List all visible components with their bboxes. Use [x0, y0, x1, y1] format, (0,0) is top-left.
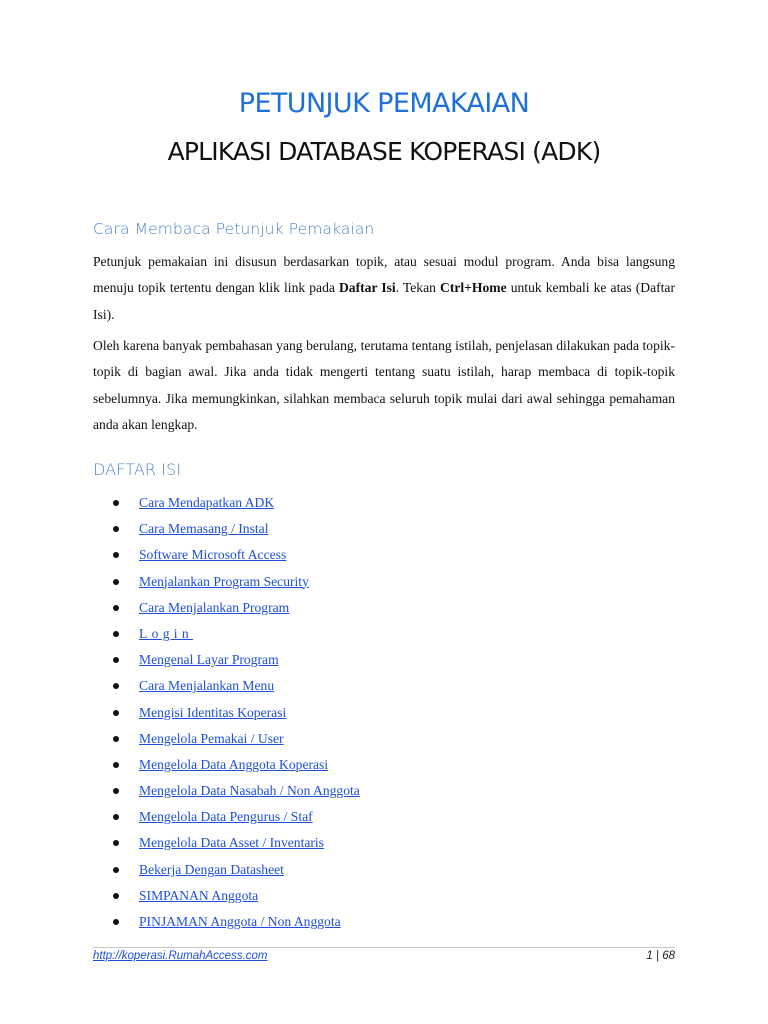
- bullet-icon: [113, 919, 119, 925]
- bullet-icon: [113, 788, 119, 794]
- daftar-isi-bold: Daftar Isi: [338, 280, 396, 296]
- toc-link-cara-memasang[interactable]: Cara Memasang / Instal: [139, 521, 269, 537]
- toc-item: [0, 673, 768, 699]
- toc-item: [0, 569, 768, 595]
- toc-link-login[interactable]: Login: [139, 625, 193, 641]
- toc-item: [0, 595, 768, 621]
- toc-link-simpanan[interactable]: SIMPANAN Anggota: [139, 887, 259, 903]
- toc-link-pinjaman[interactable]: PINJAMAN Anggota / Non Anggota: [139, 914, 341, 929]
- toc-link-data-pengurus[interactable]: Mengelola Data Pengurus / Staf: [139, 809, 313, 825]
- toc-link-mengenal-layar[interactable]: Mengenal Layar Program: [139, 652, 279, 668]
- document-title: PETUNJUK PEMAKAIAN: [238, 88, 530, 119]
- toc-item: [0, 516, 768, 542]
- toc-link-cara-menjalankan-menu[interactable]: Cara Menjalankan Menu: [139, 678, 275, 694]
- ctrl-home-bold: Ctrl+Home: [440, 280, 507, 296]
- section-heading-howto: Cara Membaca Petunjuk Pemakaian: [93, 220, 375, 238]
- intro-paragraph: Petunjuk pemakaian ini disusun berdasarkan topik, atau sesuai modul program. Anda bisa langsung menuju topik tertentu dengan klik link pada Daftar Isi. Tekan Ctrl+Home untuk kembali ke atas (Daftar Isi).: [93, 254, 675, 322]
- toc-link-cara-menjalankan-program[interactable]: Cara Menjalankan Program: [139, 599, 290, 615]
- toc-item: [0, 647, 768, 673]
- toc-item: [0, 726, 768, 752]
- toc-item: [0, 883, 768, 909]
- page-number: 1 | 68: [646, 950, 675, 962]
- toc-item: [0, 909, 768, 935]
- bullet-icon: [113, 683, 119, 689]
- toc-item: [0, 804, 768, 830]
- bullet-icon: [113, 605, 119, 611]
- toc-link-program-security[interactable]: Menjalankan Program Security: [139, 573, 309, 589]
- toc-item: [0, 542, 768, 568]
- bullet-icon: [113, 657, 119, 663]
- bullet-icon: [113, 526, 119, 532]
- toc-link-cara-mendapatkan-adk[interactable]: Cara Mendapatkan ADK: [139, 495, 275, 510]
- bullet-icon: [113, 631, 119, 637]
- toc-item: [0, 700, 768, 726]
- toc-item: [0, 857, 768, 883]
- table-of-contents: [0, 490, 768, 935]
- toc-item: [0, 778, 768, 804]
- toc-item: [0, 490, 768, 516]
- bullet-icon: [113, 867, 119, 873]
- explanation-paragraph: Oleh karena banyak pembahasan yang berulang, terutama tentang istilah, penjelasan dilakukan pada topik-topik di bagian awal. Jika anda tidak mengerti tentang suatu istilah, harap membaca di topik-topik sebelumnya. Jika memungkinkan, silahkan membaca seluruh topik mulai dari awal sehingga pemahaman anda akan lengkap.: [93, 338, 675, 432]
- toc-link-identitas-koperasi[interactable]: Mengisi Identitas Koperasi: [139, 704, 287, 720]
- bullet-icon: [113, 552, 119, 558]
- toc-item: [0, 830, 768, 856]
- toc-link-data-anggota[interactable]: Mengelola Data Anggota Koperasi: [139, 756, 329, 772]
- toc-link-pemakai-user[interactable]: Mengelola Pemakai / User: [139, 730, 284, 746]
- footer-divider: [93, 947, 675, 948]
- toc-link-data-asset[interactable]: Mengelola Data Asset / Inventaris: [139, 835, 324, 851]
- bullet-icon: [113, 736, 119, 742]
- toc-link-software-microsoft-access[interactable]: Software Microsoft Access: [139, 547, 287, 563]
- bullet-icon: [113, 500, 119, 506]
- section-heading-toc: DAFTAR ISI: [93, 460, 182, 479]
- toc-link-datasheet[interactable]: Bekerja Dengan Datasheet: [139, 861, 284, 877]
- toc-item: [0, 752, 768, 778]
- bullet-icon: [113, 814, 119, 820]
- bullet-icon: [113, 710, 119, 716]
- bullet-icon: [113, 840, 119, 846]
- toc-link-data-nasabah[interactable]: Mengelola Data Nasabah / Non Anggota: [139, 783, 360, 799]
- bullet-icon: [113, 579, 119, 585]
- toc-item: [0, 621, 768, 647]
- document-subtitle: APLIKASI DATABASE KOPERASI (ADK): [167, 137, 601, 166]
- footer-website-link[interactable]: http://koperasi.RumahAccess.com: [93, 950, 268, 962]
- bullet-icon: [113, 762, 119, 768]
- bullet-icon: [113, 893, 119, 899]
